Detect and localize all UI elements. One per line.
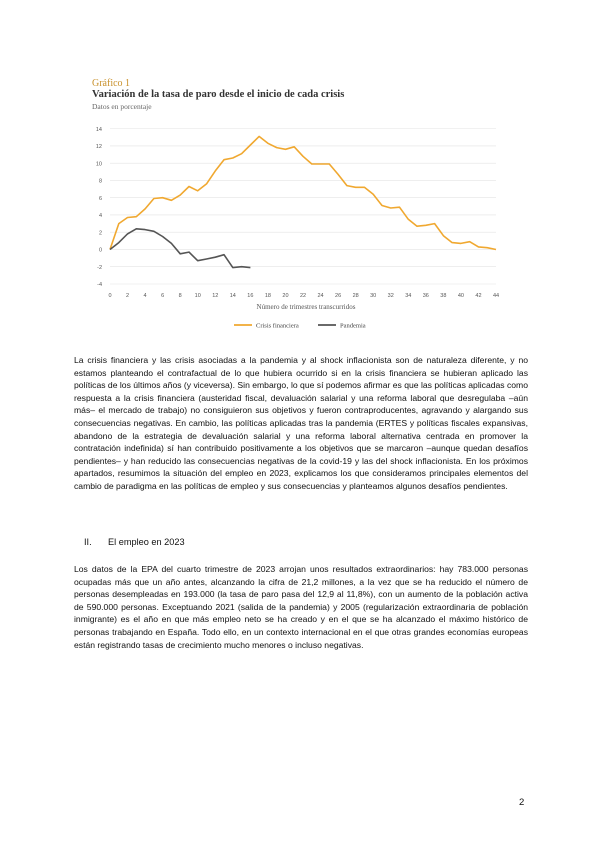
x-tick-label-11: 22 (299, 293, 307, 299)
y-tick-label-9: 14 (95, 126, 102, 133)
y-tick-label-1: -2 (97, 264, 102, 271)
series-line-1 (110, 229, 250, 268)
y-tick-label-4: 4 (98, 213, 102, 220)
paragraph-employment: Los datos de la EPA del cuarto trimestre de 2023 arrojan unos resultados extraordinarios: hay 783.000 personas ocupadas más que un año antes, alcanzando la cifra de 21,2 millones, a la vez que se ha reducido el número de personas desempleadas en 193.000 (la tasa de paro pasa del 12,9 al 11,8%), con un aumento de la población activa de 590.000 personas. Exceptuando 2021 (salida de la pandemia) y 2005 (regularización extraordinaria de población inmigrante) es el año en que más empleo neto se ha creado y en el que se ha alcanzado el máximo histórico de personas trabajando en España. Todo ello, en un contexto internacional en el que otras grandes economías europeas están registrando tasas de crecimiento mucho menores o incluso negativas. (74, 564, 528, 650)
legend-label-1: Pandemia (340, 322, 366, 330)
figure-label: Gráfico 1 (92, 78, 131, 89)
x-tick-label-21: 42 (475, 293, 482, 299)
y-axis-ticks (96, 127, 102, 288)
x-tick-label-19: 38 (440, 293, 447, 299)
y-tick-label-5: 6 (98, 195, 102, 202)
unemployment-chart (86, 112, 516, 334)
x-tick-label-6: 12 (212, 293, 219, 299)
section-title: El empleo en 2023 (108, 537, 185, 547)
x-tick-label-5: 10 (194, 293, 201, 299)
x-tick-label-9: 18 (264, 293, 271, 299)
x-tick-label-17: 34 (405, 293, 412, 299)
x-axis-label: Número de trimestres transcurridos (256, 303, 356, 311)
y-tick-label-0: -4 (97, 282, 102, 289)
x-tick-label-12: 24 (317, 293, 324, 299)
series-line-0 (110, 136, 496, 249)
x-tick-label-16: 32 (387, 293, 394, 299)
y-tick-label-3: 2 (98, 230, 102, 237)
x-tick-label-3: 6 (161, 293, 165, 299)
page-number: 2 (519, 797, 525, 808)
x-tick-label-8: 16 (247, 293, 254, 299)
x-axis-ticks (108, 293, 499, 299)
y-tick-label-6: 8 (98, 178, 102, 185)
x-tick-label-14: 28 (352, 293, 359, 299)
chart-legend (234, 323, 366, 330)
legend-label-0: Crisis financiera (256, 322, 299, 330)
y-tick-label-7: 10 (95, 161, 102, 168)
x-tick-label-7: 14 (229, 293, 236, 299)
y-tick-label-2: 0 (98, 247, 102, 254)
x-tick-label-2: 4 (143, 293, 147, 299)
figure-title: Variación de la tasa de paro desde el inicio de cada crisis (92, 89, 345, 100)
x-tick-label-13: 26 (335, 293, 342, 299)
y-tick-label-8: 12 (95, 144, 102, 151)
x-tick-label-4: 8 (178, 293, 182, 299)
x-tick-label-20: 40 (457, 293, 464, 299)
x-tick-label-0: 0 (108, 293, 112, 299)
x-tick-label-18: 36 (422, 293, 429, 299)
figure-subtitle: Datos en porcentaje (92, 102, 152, 111)
chart-lines (110, 136, 496, 267)
paragraph-intro: La crisis financiera y las crisis asociadas a la pandemia y al shock inflacionista son de naturaleza diferente, y no estamos planteando el contrafactual de lo que hubiera ocurrido si en la crisis financiera se hubieran aplicado las políticas de los últimos años (y viceversa). Sin embargo, lo que sí podemos afirmar es que las políticas aplicadas como respuesta a la crisis financiera (austeridad fiscal, devaluación salarial y una reforma laboral que desregulaba –aún más– el mercado de trabajo) no consiguieron sus objetivos y fueron contraproducentes, agravando y alargando sus consecuencias negativas. En cambio, las políticas aplicadas tras la pandemia (ERTES y políticas fiscales expansivas, abandono de la estrategia de devaluación salarial y una reforma laboral alternativa centrada en promover la contratación indefinida) sí han contribuido positivamente a los objetivos que se marcaron –aunque quedan desafíos pendientes– y han reducido las consecuencias negativas de la covid-19 y las del shock inflacionista. En los próximos apartados, resumimos la situación del empleo en 2023, explicamos los que consideramos principales elementos del cambio de paradigma en las políticas de empleo y sus consecuencias y planteamos algunos desafíos pendientes. (74, 355, 528, 491)
x-tick-label-15: 30 (370, 293, 377, 299)
section-number: II. (84, 537, 92, 547)
chart-grid (110, 129, 496, 284)
x-tick-label-22: 44 (492, 293, 500, 299)
section-heading (84, 537, 185, 547)
x-tick-label-1: 2 (126, 293, 130, 299)
x-tick-label-10: 20 (282, 293, 289, 299)
